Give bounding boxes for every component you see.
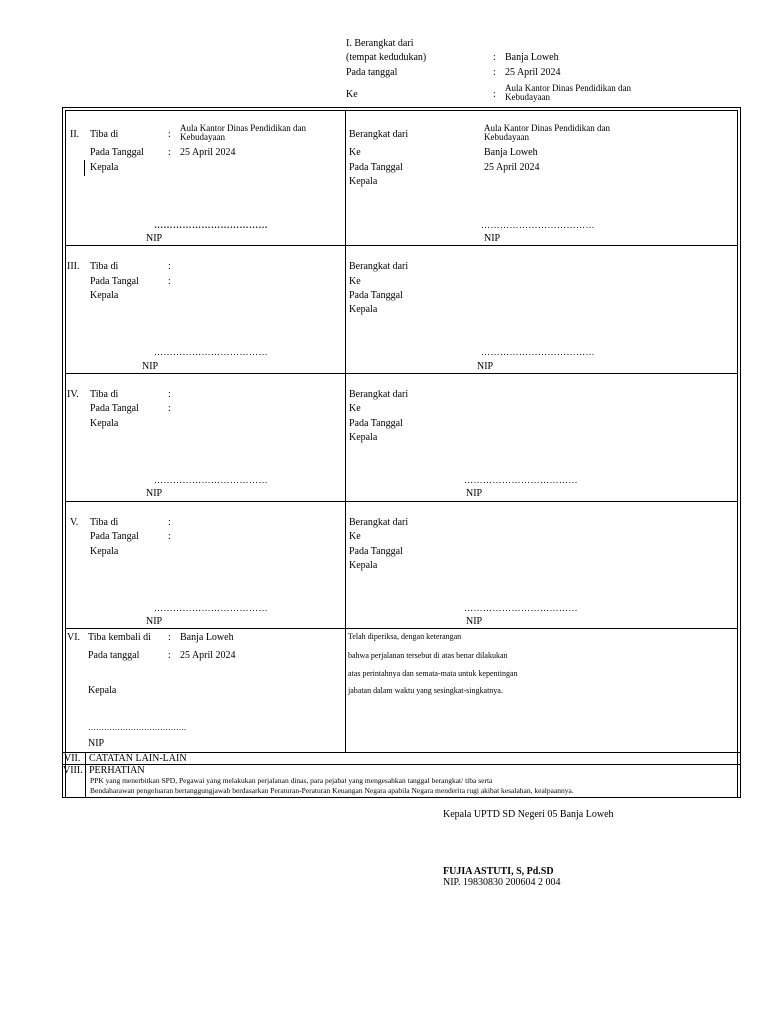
header-dest-label: Ke	[346, 89, 358, 100]
header-dest-value: Aula Kantor Dinas Pendidikan dan Kebudayaan	[505, 83, 631, 102]
section-vi-tanggal-value: 25 April 2024	[180, 650, 236, 661]
section-iii-ke-label: Ke	[349, 276, 361, 287]
section-ii-tanggal-value: 25 April 2024	[180, 147, 236, 158]
section-iii-tanggal-colon: :	[168, 276, 171, 287]
section-vi-number: VI.	[67, 632, 81, 643]
section-iii-left-signature-line: ………………………………	[154, 347, 268, 357]
number-column-divider	[85, 752, 86, 798]
column-divider	[345, 110, 346, 752]
section-iv-kepala: Kepala	[90, 418, 119, 429]
section-iii-right-tanggal-label: Pada Tanggal	[349, 290, 403, 301]
signature-name: FUJIA ASTUTI, S, Pd.SD	[443, 866, 554, 877]
row-divider	[65, 501, 738, 502]
section-viii-label: PERHATIAN	[89, 765, 145, 776]
section-ii-right-tanggal-label: Pada Tanggal	[349, 162, 403, 173]
signature-title: Kepala UPTD SD Negeri 05 Banja Loweh	[443, 809, 614, 820]
section-iii-right-nip: NIP	[477, 361, 494, 372]
section-ii-tiba-label: Tiba di	[90, 129, 119, 140]
section-ii-ke-label: Ke	[349, 147, 361, 158]
section-iii-left-nip: NIP	[142, 361, 159, 372]
section-vii-number: VII.	[64, 753, 81, 764]
section-v-right-tanggal-label: Pada Tanggal	[349, 546, 403, 557]
section-ii-right-tanggal-value: 25 April 2024	[484, 162, 540, 173]
header-title: I. Berangkat dari	[346, 38, 414, 49]
header-date-value: 25 April 2024	[505, 67, 561, 78]
section-v-tanggal-label: Pada Tangal	[90, 531, 139, 542]
section-vii-label: CATATAN LAIN-LAIN	[89, 753, 187, 764]
section-viii-line-1: PPK yang menerbitkan SPD, Pegawai yang melakukan perjalanan dinas, para pejabat yang mengesahkan tanggal berangkat/ tiba serta	[90, 776, 493, 785]
section-ii-right-signature-line: ………………………………	[481, 220, 595, 230]
section-iv-tiba-colon: :	[168, 389, 171, 400]
section-v-tanggal-colon: :	[168, 531, 171, 542]
text-cursor	[84, 160, 85, 176]
section-vi-tiba-kembali-value: Banja Loweh	[180, 632, 234, 643]
section-iv-berangkat-label: Berangkat dari	[349, 389, 409, 400]
section-ii-kepala: Kepala	[90, 162, 119, 173]
section-iv-right-tanggal-label: Pada Tanggal	[349, 418, 403, 429]
section-iv-ke-label: Ke	[349, 403, 361, 414]
section-iii-right-kepala: Kepala	[349, 304, 378, 315]
header-origin-value: Banja Loweh	[505, 52, 559, 63]
row-divider	[65, 628, 738, 629]
section-iv-tanggal-label: Pada Tangal	[90, 403, 139, 414]
section-v-ke-label: Ke	[349, 531, 361, 542]
row-divider	[65, 245, 738, 246]
section-ii-tanggal-colon: :	[168, 147, 171, 158]
section-iii-tanggal-label: Pada Tangal	[90, 276, 139, 287]
section-ii-right-kepala: Kepala	[349, 176, 378, 187]
section-iv-right-signature-line: ………………………………	[464, 475, 578, 485]
header-date-label: Pada tanggal	[346, 67, 398, 78]
section-ii-left-signature-line: ………………………………	[154, 220, 268, 230]
section-viii-number: VIII.	[63, 765, 83, 776]
section-vi-note-line-2: bahwa perjalanan tersebut di atas benar dilakukan	[348, 651, 508, 660]
section-ii-berangkat-label: Berangkat dari	[349, 129, 409, 140]
section-v-left-signature-line: ………………………………	[154, 603, 268, 613]
section-iv-left-signature-line: ………………………………	[154, 475, 268, 485]
section-ii-number: II.	[70, 129, 80, 140]
section-ii-berangkat-value: Aula Kantor Dinas Pendidikan dan Kebudayaan	[484, 123, 610, 142]
header-date-colon: :	[493, 67, 496, 78]
section-v-tiba-label: Tiba di	[90, 517, 119, 528]
header-origin-label: (tempat kedudukan)	[346, 52, 427, 63]
section-iii-right-signature-line: ………………………………	[481, 347, 595, 357]
section-vi-tanggal-label: Pada tanggal	[88, 650, 140, 661]
section-iii-berangkat-label: Berangkat dari	[349, 261, 409, 272]
section-iv-left-nip: NIP	[146, 488, 163, 499]
section-ii-right-nip: NIP	[484, 233, 501, 244]
section-ii-left-nip: NIP	[146, 233, 163, 244]
section-iv-right-kepala: Kepala	[349, 432, 378, 443]
section-v-right-signature-line: ………………………………	[464, 603, 578, 613]
section-iv-right-nip: NIP	[466, 488, 483, 499]
section-vi-tiba-kembali-colon: :	[168, 632, 171, 643]
signature-nip: NIP. 19830830 200604 2 004	[443, 877, 561, 888]
section-v-number: V.	[70, 517, 79, 528]
section-vi-kepala: Kepala	[88, 685, 117, 696]
section-iii-tiba-colon: :	[168, 261, 171, 272]
section-v-kepala: Kepala	[90, 546, 119, 557]
section-ii-ke-value: Banja Loweh	[484, 147, 538, 158]
section-ii-tiba-value: Aula Kantor Dinas Pendidikan dan Kebudayaan	[180, 123, 306, 142]
section-iv-tanggal-colon: :	[168, 403, 171, 414]
section-vi-note-line-1: Telah diperiksa, dengan keterangan	[348, 632, 462, 641]
section-v-right-nip: NIP	[466, 616, 483, 627]
section-iii-tiba-label: Tiba di	[90, 261, 119, 272]
section-vi-tanggal-colon: :	[168, 650, 171, 661]
section-v-tiba-colon: :	[168, 517, 171, 528]
header-dest-colon: :	[493, 89, 496, 100]
section-iii-number: III.	[67, 261, 80, 272]
section-vi-nip: NIP	[88, 738, 105, 749]
section-vi-signature-line: ……………………………….	[88, 723, 186, 732]
section-vi-note-line-4: jabatan dalam waktu yang sesingkat-singkatnya.	[348, 686, 503, 695]
section-v-left-nip: NIP	[146, 616, 163, 627]
section-iii-kepala: Kepala	[90, 290, 119, 301]
section-vi-note-line-3: atas perintahnya dan semata-mata untuk kepentingan	[348, 669, 518, 678]
section-v-berangkat-label: Berangkat dari	[349, 517, 409, 528]
row-divider	[65, 373, 738, 374]
section-ii-tanggal-label: Pada Tanggal	[90, 147, 144, 158]
section-iv-number: IV.	[67, 389, 79, 400]
section-v-right-kepala: Kepala	[349, 560, 378, 571]
section-iv-tiba-label: Tiba di	[90, 389, 119, 400]
section-ii-tiba-colon: :	[168, 129, 171, 140]
section-vi-tiba-kembali-label: Tiba kembali di	[88, 632, 151, 643]
header-origin-colon: :	[493, 52, 496, 63]
section-viii-line-2: Bendaharawan pengeluaran bertanggungjawab berdasarkan Peraturan-Peraturan Keuangan Negara apabila Negara menderita rugi akibat kesalahan, kealpaannya.	[90, 786, 574, 795]
